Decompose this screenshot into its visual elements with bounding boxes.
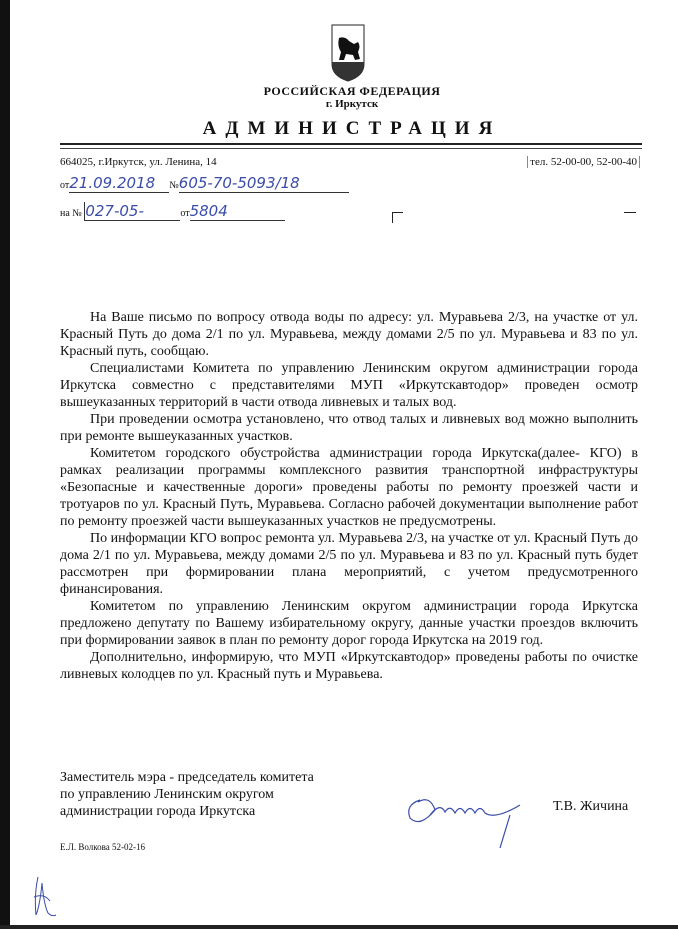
address-corner-mark bbox=[392, 212, 403, 223]
scan-edge-bottom bbox=[0, 925, 678, 929]
reply-registration: на № 027-05- от5804 bbox=[60, 202, 285, 221]
paragraph: Комитетом по управлению Ленинским округом администрации города Иркутска предложено депутату по Вашему избирательному округу, данные участки проездов включить при формировании заявок в план по ремонту дорог города Иркутска на 2019 год. bbox=[60, 599, 638, 648]
letter-body bbox=[60, 309, 638, 683]
outgoing-number: 605-70-5093/18 bbox=[179, 174, 349, 193]
address-corner-mark bbox=[624, 212, 636, 213]
address: 664025, г.Иркутск, ул. Ленина, 14 bbox=[60, 156, 217, 168]
handwritten-signature bbox=[400, 780, 530, 850]
handwritten-initials bbox=[30, 875, 60, 920]
paragraph: Специалистами Комитета по управлению Ленинским округом администрации города Иркутска совместно с представителями МУП «Иркутскавтодор» проведен осмотр вышеуказанных территорий в части отвода ливневых и талых вод. bbox=[60, 361, 638, 410]
header-divider bbox=[60, 143, 642, 149]
outgoing-date: 21.09.2018 bbox=[69, 174, 169, 193]
paragraph: Дополнительно, информирую, что МУП «Иркутскавтодор» проведены работы по очистке ливневых колодцев по ул. Красный путь и Муравьева. bbox=[60, 650, 638, 682]
paragraph: На Ваше письмо по вопросу отвода воды по адресу: ул. Муравьева 2/3, на участке от ул. Красный Путь до дома 2/1 по ул. Муравьева, между домами 2/5 по ул. Муравьева и 83 по ул. Красный путь, сообщаю. bbox=[60, 310, 638, 359]
outgoing-registration: от21.09.2018 №605-70-5093/18 bbox=[60, 174, 349, 193]
organization-heading: АДМИНИСТРАЦИЯ bbox=[202, 118, 502, 139]
phone: тел. 52-00-00, 52-00-40 bbox=[527, 156, 640, 168]
reply-number: 027-05- bbox=[84, 202, 180, 221]
paragraph: Комитетом городского обустройства администрации города Иркутска(далее- КГО) в рамках реализации программы комплексного развития транспортной инфраструктуры «Безопасные и качественные дороги» проведены работы по ремонту проезжей части и тротуаров по ул. Красный Путь, Муравьева. Согласно рабочей документации выполнение работ по ремонту проезжей части вышеуказанных участков не предусмотрены. bbox=[60, 446, 638, 529]
city-heading: г. Иркутск bbox=[325, 98, 379, 110]
reply-date: 5804 bbox=[190, 202, 285, 221]
paragraph: При проведении осмотра установлено, что отвод талых и ливневых вод можно выполнить при ремонте вышеуказанных участков. bbox=[60, 412, 638, 444]
country-heading: РОССИЙСКАЯ ФЕДЕРАЦИЯ bbox=[263, 84, 441, 98]
signatory-name: Т.В. Жичина bbox=[553, 799, 629, 814]
executor-contact: Е.Л. Волкова 52-02-16 bbox=[60, 842, 146, 852]
paragraph: По информации КГО вопрос ремонта ул. Муравьева 2/3, на участке от ул. Красный Путь до дома 2/1 по ул. Муравьева, между домами 2/5 по ул. Муравьева и 83 по ул. Красный путь будет рассмотрен при формировании плана мероприятий, с учетом предусмотренного финансирования. bbox=[60, 531, 638, 597]
coat-of-arms-icon bbox=[331, 24, 365, 82]
signatory-position: Заместитель мэра - председатель комитета по управлению Ленинским округом администрации города Иркутска bbox=[60, 770, 314, 819]
